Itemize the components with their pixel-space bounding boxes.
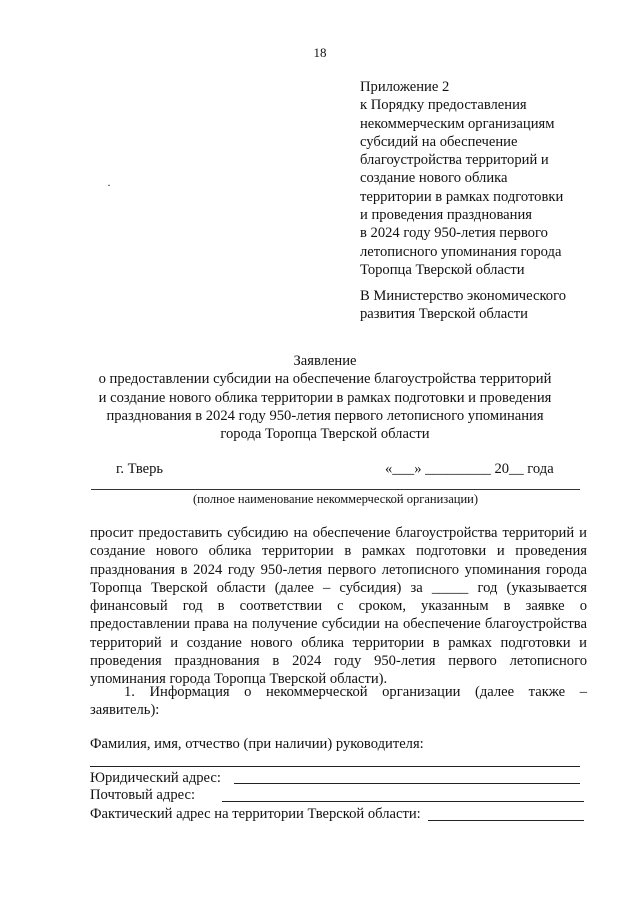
title-heading: Заявление (293, 353, 357, 369)
title-line: города Торопца Тверской области (220, 426, 430, 443)
appendix-line: создание нового облика (360, 170, 508, 187)
appendix-line: некоммерческим организациям (360, 115, 555, 132)
legal-address-field[interactable] (234, 783, 580, 784)
section-1-heading (90, 683, 587, 720)
scan-mark: · (107, 178, 111, 192)
application-body (90, 524, 587, 689)
addressee-block (360, 287, 600, 324)
legal-address-label: Юридический адрес: (90, 770, 221, 786)
body-line: празднования в 2024 году 950-летия первого летописного упоминания города (90, 561, 587, 578)
appendix-line: Приложение 2 (360, 79, 450, 95)
place-of-issue: г. Тверь (116, 461, 164, 477)
appendix-block (360, 78, 600, 279)
appendix-line: к Порядку предоставления (360, 97, 527, 114)
org-name-caption: (полное наименование некоммерческой организации) (192, 492, 479, 506)
section-heading-line: заявитель): (90, 702, 160, 719)
body-line: предоставлении права на получение субсидии на обеспечение благоустройства (90, 616, 587, 633)
appendix-line: в 2024 году 950-летия первого (360, 225, 548, 242)
body-line: просит предоставить субсидию на обеспечение благоустройства территорий и (90, 525, 587, 541)
body-line: создание нового облика территории в рамках подготовки и проведения (90, 543, 587, 560)
body-line: упоминания города Торопца Тверской области). (90, 671, 388, 688)
date-field[interactable]: «___» _________ 20__ года (385, 461, 554, 477)
director-name-label: Фамилия, имя, отчество (при наличии) руководителя: (90, 736, 424, 752)
title-line: и создание нового облика территории в рамках подготовки и проведения (98, 389, 552, 406)
actual-address-field[interactable] (428, 820, 584, 821)
appendix-line: Торопца Тверской области (360, 261, 525, 278)
appendix-line: благоустройства территорий и (360, 152, 549, 169)
postal-address-label: Почтовый адрес: (90, 787, 196, 803)
director-name-field[interactable] (90, 766, 580, 767)
body-line: финансовый год в соответствии с сроком, указанным в заявке о (90, 598, 587, 615)
body-line: территорий и создание нового облика территории в рамках подготовки и (90, 634, 587, 651)
body-line: проведения празднования в 2024 году 950-летия первого летописного (90, 653, 587, 670)
actual-address-label: Фактический адрес на территории Тверской области: (90, 806, 421, 822)
addressee-line: В Министерство экономического (360, 288, 567, 304)
body-line: Торопца Тверской области (далее – субсидия) за _____ год (указывается (90, 579, 587, 596)
document-title (90, 352, 560, 443)
title-line: празднования в 2024 году 950-летия первого летописного упоминания (106, 407, 544, 424)
appendix-line: субсидий на обеспечение (360, 133, 518, 150)
appendix-line: территории в рамках подготовки (360, 188, 564, 205)
title-line: о предоставлении субсидии на обеспечение благоустройства территорий (98, 371, 552, 388)
appendix-line: и проведения празднования (360, 207, 532, 224)
postal-address-field[interactable] (222, 801, 584, 802)
page-number: 18 (313, 45, 327, 60)
addressee-line: развития Тверской области (360, 306, 528, 323)
appendix-line: летописного упоминания города (360, 243, 562, 260)
section-heading-line: 1. Информация о некоммерческой организации (далее также – (124, 684, 587, 700)
